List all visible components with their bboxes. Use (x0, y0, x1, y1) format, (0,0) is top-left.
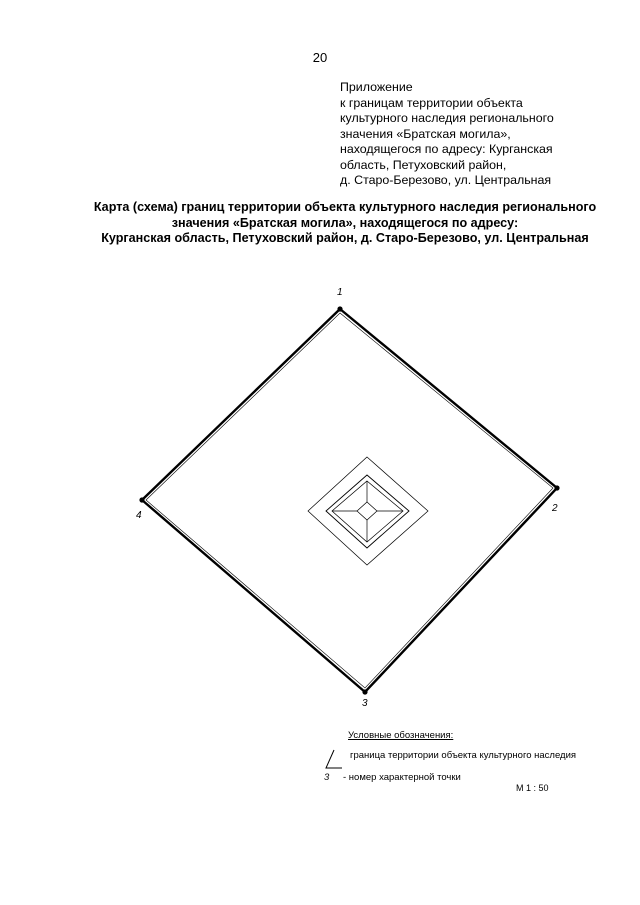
appendix-line: д. Старо-Березово, ул. Центральная (340, 173, 552, 187)
territory-boundary-inner (146, 313, 553, 688)
legend-point-text: - номер характерной точки (343, 772, 461, 783)
monument-frame-inner (332, 481, 403, 542)
legend-boundary-symbol (326, 750, 342, 768)
appendix-line: значения «Братская могила», (340, 126, 511, 141)
point-label-2: 2 (552, 503, 558, 514)
point-label-4: 4 (136, 510, 142, 521)
territory-boundary (142, 309, 557, 692)
monument-frame-outer (326, 475, 409, 548)
appendix-line: культурного наследия регионального (340, 111, 554, 125)
point-marker-1 (337, 306, 342, 311)
monument-center (357, 502, 377, 520)
title-line: Курганская область, Петуховский район, д. Старо-Березово, ул. Центральная (101, 231, 589, 245)
page-number: 20 (312, 50, 328, 65)
map-scale: М 1 : 50 (516, 783, 549, 793)
legend-boundary-text: граница территории объекта культурного наследия (350, 750, 577, 761)
point-label-1: 1 (337, 287, 343, 298)
title-line: значения «Братская могила», находящегося по адресу: (171, 215, 519, 230)
point-marker-4 (139, 497, 144, 502)
appendix-line: область, Петуховский район, (340, 157, 507, 172)
legend-title: Условные обозначения: (348, 730, 454, 741)
appendix-line: к границам территории объекта (340, 95, 523, 110)
point-marker-3 (362, 689, 367, 694)
title-line: Карта (схема) границ территории объекта культурного наследия регионального (93, 200, 597, 214)
appendix-line: Приложение (340, 80, 413, 94)
appendix-line: находящегося по адресу: Курганская (340, 142, 553, 156)
point-marker-2 (554, 485, 559, 490)
point-label-3: 3 (362, 698, 368, 709)
legend-point-example: 3 (324, 772, 330, 783)
